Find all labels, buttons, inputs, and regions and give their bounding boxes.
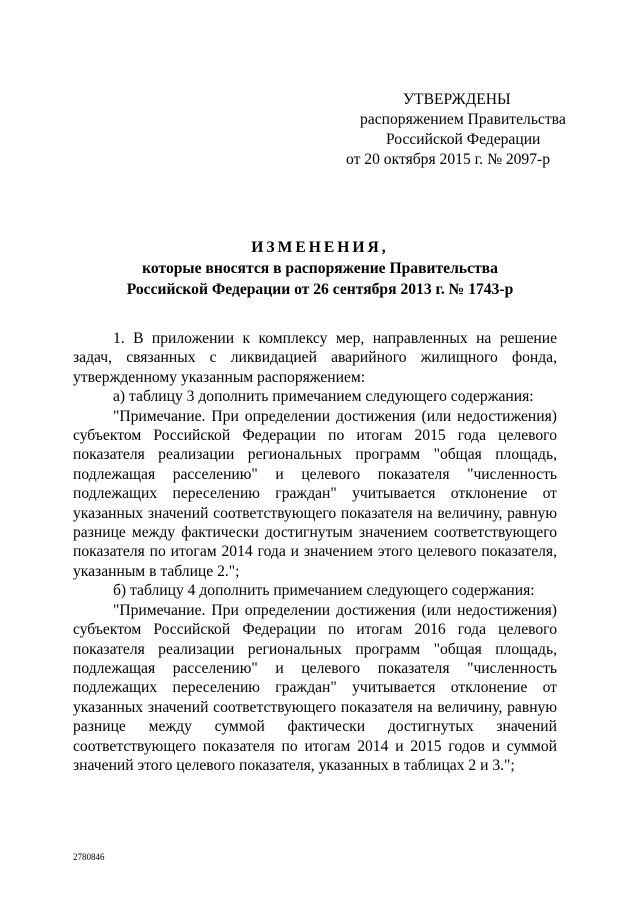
paragraph-5: "Примечание. При определении достижения (или недостижения) субъектом Российской Федерации по итогам 2016 года целевого показателя реализации региональных программ "общая площадь, подлежащая расселению" и целевого показателя "численность подлежащих переселению граждан" учитывается отклонение от указанных значений соответствующего показателя на величину, равную разнице между суммой фактически достигнутых значений соответствующего показателя по итогам 2014 и 2015 годов и суммой значений этого целевого показателя, указанных в таблицах 2 и 3."; (73, 601, 557, 774)
document-code: 2780846 (73, 852, 105, 862)
doc-subtitle-line-2: Российской Федерации от 26 сентября 2013 г. № 1743-р (126, 281, 514, 298)
paragraph-1: 1. В приложении к комплексу мер, направленных на решение задач, связанных с ликвидацией аварийного жилищного фонда, утвержденному указанным распоряжением: (73, 330, 557, 386)
doc-subtitle-line-1: которые вносятся в распоряжение Правительства (142, 260, 498, 277)
paragraph-3: "Примечание. При определении достижения (или недостижения) субъектом Российской Федерации по итогам 2015 года целевого показателя реализации региональных программ "общая площадь, подлежащая расселению" и целевого показателя "численность подлежащих переселению граждан" учитывается отклонение от указанных значений соответствующего показателя на величину, равную разнице между фактически достигнутым значением соответствующего показателя по итогам 2014 года и значением этого целевого показателя, указанным в таблице 2."; (73, 407, 557, 580)
approval-heading: УТВЕРЖДЕНЫ (403, 91, 511, 108)
approval-line-1: распоряжением Правительства (360, 111, 566, 128)
approval-line-3: от 20 октября 2015 г. № 2097-р (346, 151, 551, 168)
paragraph-2: а) таблицу 3 дополнить примечанием следующего содержания: (113, 388, 534, 406)
paragraph-4: б) таблицу 4 дополнить примечанием следующего содержания: (113, 582, 535, 600)
approval-line-2: Российской Федерации (386, 131, 541, 148)
doc-title: ИЗМЕНЕНИЯ, (251, 239, 389, 256)
document-body (73, 329, 557, 775)
